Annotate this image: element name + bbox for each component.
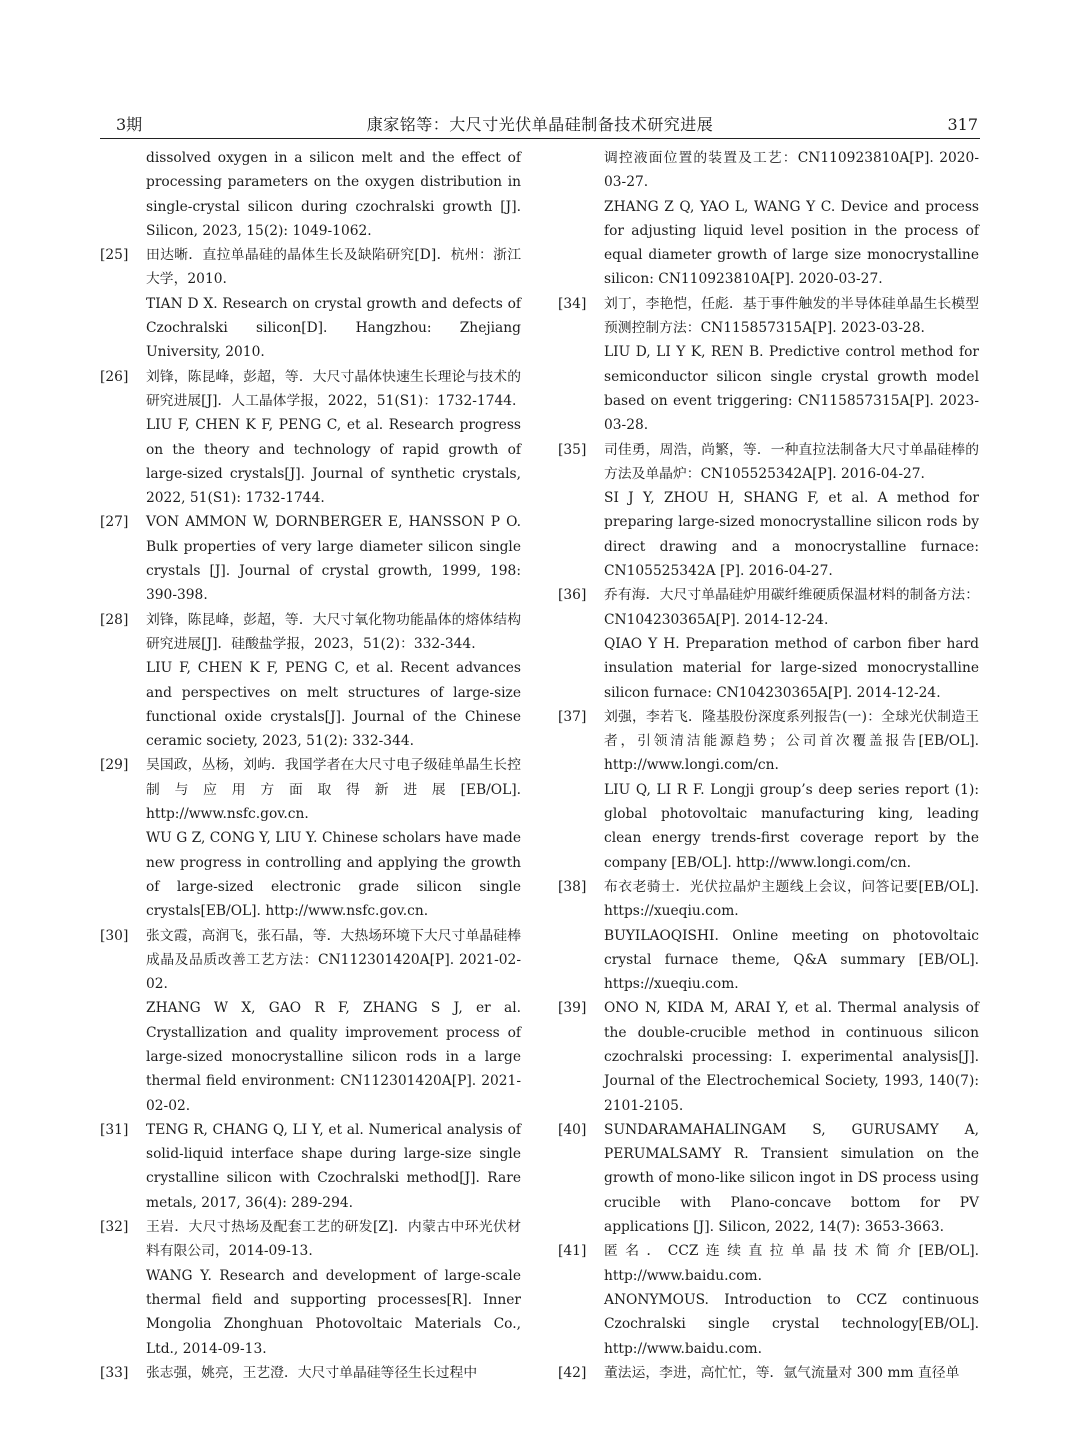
reference-entry	[558, 1239, 979, 1360]
reference-number: [37]	[558, 708, 587, 725]
reference-entry	[558, 583, 979, 704]
reference-entry	[100, 1118, 521, 1215]
reference-text: VON AMMON W, DORNBERGER E, HANSSON P O. Bulk properties of very large diameter silicon single crystals [J]. Journal of crystal growth, 1999, 198: 390-398.	[146, 514, 521, 604]
reference-number: [25]	[100, 247, 129, 264]
reference-number: [40]	[558, 1121, 587, 1138]
reference-text: 乔有海．大尺寸单晶硅炉用碳纤维硬质保温材料的制备方法：CN104230365A[P]. 2014-12-24.	[604, 587, 979, 628]
reference-entry	[100, 924, 521, 1118]
reference-text: ONO N, KIDA M, ARAI Y, et al. Thermal analysis of the double-crucible method in continuous silicon czochralski processing: I. experimental analysis[J]. Journal of the Electrochemical Society, 1993, 140(7): 2101-2105.	[604, 1000, 979, 1114]
reference-number: [32]	[100, 1219, 129, 1236]
reference-number: [31]	[100, 1121, 129, 1138]
reference-text: LIU F, CHEN K F, PENG C, et al. Recent advances and perspectives on melt structures of large-size functional oxide crystals[J]. Journal of the Chinese ceramic society, 2023, 51(2): 332-344.	[146, 660, 521, 750]
reference-text: 田达晰．直拉单晶硅的晶体生长及缺陷研究[D]．杭州：浙江大学，2010.	[146, 247, 521, 288]
reference-number: [34]	[558, 295, 587, 312]
reference-number: [38]	[558, 878, 587, 895]
reference-text: SI J Y, ZHOU H, SHANG F, et al. A method for preparing large-sized monocrystalline silicon rods by direct drawing and a monocrystalline furnace: CN105525342A [P]. 2016-04-27.	[604, 490, 979, 580]
reference-text: ZHANG Z Q, YAO L, WANG Y C. Device and process for adjusting liquid level position in the process of equal diameter growth of large size monocrystalline silicon: CN110923810A[P]. 2020-03-27.	[604, 198, 979, 288]
reference-text: ZHANG W X, GAO R F, ZHANG S J, er al. Crystallization and quality improvement process of large-sized monocrystalline silicon rods in a large thermal field environment: CN112301420A[P]. 2021-02-02.	[146, 1000, 521, 1114]
reference-text: 布衣老骑士．光伏拉晶炉主题线上会议，问答记要[EB/OL]. https://xueqiu.com.	[604, 878, 979, 920]
reference-entry	[100, 146, 521, 243]
reference-text: 王岩．大尺寸热场及配套工艺的研发[Z]．内蒙古中环光伏材料有限公司，2014-09-13.	[146, 1219, 521, 1260]
reference-entry	[558, 1118, 979, 1239]
reference-number: [27]	[100, 514, 129, 531]
reference-text: SUNDARAMAHALINGAM S, GURUSAMY A, PERUMALSAMY R. Transient simulation on the growth of mono-like silicon ingot in DS process using crucible with Plano-concave bottom for PV applications [J]. Silicon, 2022, 14(7): 3653-3663.	[604, 1121, 979, 1236]
reference-entry	[558, 292, 979, 438]
reference-number: [35]	[558, 441, 587, 458]
reference-number: [36]	[558, 587, 587, 604]
reference-text: QIAO Y H. Preparation method of carbon fiber hard insulation material for large-sized monocrystalline silicon furnace: CN104230365A[P]. 2014-12-24.	[604, 635, 979, 701]
left-reference-column	[100, 146, 521, 1385]
header-rule	[100, 138, 980, 139]
reference-entry	[100, 1361, 521, 1385]
reference-text: LIU D, LI Y K, REN B. Predictive control method for semiconductor silicon single crystal growth model based on event triggering: CN115857315A[P]. 2023-03-28.	[604, 344, 979, 434]
running-header	[100, 112, 980, 138]
issue-number: 3期	[116, 115, 143, 134]
running-title: 康家铭等：大尺寸光伏单晶硅制备技术研究进展	[366, 115, 714, 134]
reference-number: [28]	[100, 611, 129, 628]
reference-number: [33]	[100, 1364, 129, 1381]
reference-text: 司佳勇，周浩，尚繁，等．一种直拉法制备大尺寸单晶硅棒的方法及单晶炉：CN105525342A[P]. 2016-04-27.	[604, 441, 979, 482]
reference-text: TIAN D X. Research on crystal growth and defects of Czochralski silicon[D]. Hangzhou: Zhejiang University, 2010.	[146, 295, 521, 361]
page-number: 317	[947, 115, 978, 134]
reference-entry	[558, 146, 979, 292]
reference-number: [26]	[100, 368, 129, 385]
reference-entry	[100, 510, 521, 607]
reference-entry	[100, 753, 521, 923]
reference-text: 刘锋，陈昆峰，彭超，等．大尺寸氧化物功能晶体的熔体结构研究进展[J]．硅酸盐学报，2023，51(2)：332-344.	[146, 611, 521, 652]
reference-entry	[100, 608, 521, 754]
reference-text: 匿名．CCZ连续直拉单晶技术简介[EB/OL]. http://www.baidu.com.	[604, 1243, 979, 1284]
reference-text: 刘丁，李艳恺，任彪．基于事件触发的半导体硅单晶生长模型预测控制方法：CN115857315A[P]. 2023-03-28.	[604, 295, 979, 337]
reference-text: 调控液面位置的装置及工艺：CN110923810A[P]. 2020-03-27.	[604, 150, 979, 191]
reference-text: 董法运，李进，高忙忙，等．氩气流量对 300 mm 直径单	[604, 1364, 960, 1381]
reference-text: 张志强，姚亮，王艺澄．大尺寸单晶硅等径生长过程中	[146, 1364, 478, 1381]
reference-number: [30]	[100, 927, 129, 944]
reference-text: 张文霞，高润飞，张石晶，等．大热场环境下大尺寸单晶硅棒成晶及品质改善工艺方法：CN112301420A[P]. 2021-02-02.	[146, 927, 521, 993]
reference-entry	[558, 875, 979, 996]
reference-text: BUYILAOQISHI. Online meeting on photovoltaic crystal furnace theme, Q&A summary [EB/OL]. https://xueqiu.com.	[604, 927, 979, 993]
reference-text: WANG Y. Research and development of large-scale thermal field and supporting processes[R]. Inner Mongolia Zhonghuan Photovoltaic Materials Co., Ltd., 2014-09-13.	[146, 1267, 521, 1357]
reference-entry	[100, 365, 521, 511]
reference-text: 刘强，李若飞．隆基股份深度系列报告(一)：全球光伏制造王者，引领清洁能源趋势；公司首次覆盖报告[EB/OL]. http://www.longi.com/cn.	[604, 708, 979, 774]
reference-entry	[558, 996, 979, 1117]
reference-text: 刘锋，陈昆峰，彭超，等．大尺寸晶体快速生长理论与技术的研究进展[J]．人工晶体学报，2022，51(S1)：1732-1744.	[146, 368, 521, 409]
right-reference-column	[558, 146, 979, 1385]
reference-number: [41]	[558, 1243, 587, 1260]
reference-text: dissolved oxygen in a silicon melt and the effect of processing parameters on the oxygen distribution in single-crystal silicon during czochralski growth [J]. Silicon, 2023, 15(2): 1049-1062.	[146, 150, 521, 239]
reference-text: WU G Z, CONG Y, LIU Y. Chinese scholars have made new progress in controlling and applying the growth of large-sized electronic grade silicon single crystals[EB/OL]. http://www.nsfc.gov.cn.	[146, 830, 521, 920]
reference-text: 吴国政，丛杨，刘屿．我国学者在大尺寸电子级硅单晶生长控制与应用方面取得新进展[EB/OL]. http://www.nsfc.gov.cn.	[146, 757, 521, 823]
reference-entry	[100, 243, 521, 364]
reference-text: ANONYMOUS. Introduction to CCZ continuous Czochralski single crystal technology[EB/OL]. http://www.baidu.com.	[604, 1291, 979, 1357]
reference-text: LIU F, CHEN K F, PENG C, et al. Research progress on the theory and technology of rapid growth of large-sized crystals[J]. Journal of synthetic crystals, 2022, 51(S1): 1732-1744.	[146, 417, 521, 507]
reference-number: [29]	[100, 757, 129, 774]
reference-number: [42]	[558, 1364, 587, 1381]
reference-text: TENG R, CHANG Q, LI Y, et al. Numerical analysis of solid-liquid interface shape during large-size single crystalline silicon with Czochralski method[J]. Rare metals, 2017, 36(4): 289-294.	[146, 1121, 521, 1211]
reference-entry	[558, 438, 979, 584]
reference-entry	[100, 1215, 521, 1361]
reference-entry	[558, 1361, 979, 1385]
reference-text: LIU Q, LI R F. Longji group’s deep series report (1): global photovoltaic manufacturing king, leading clean energy trends-first coverage report by the company [EB/OL]. http://www.longi.com/cn.	[604, 781, 979, 871]
reference-number: [39]	[558, 1000, 587, 1017]
reference-entry	[558, 705, 979, 875]
